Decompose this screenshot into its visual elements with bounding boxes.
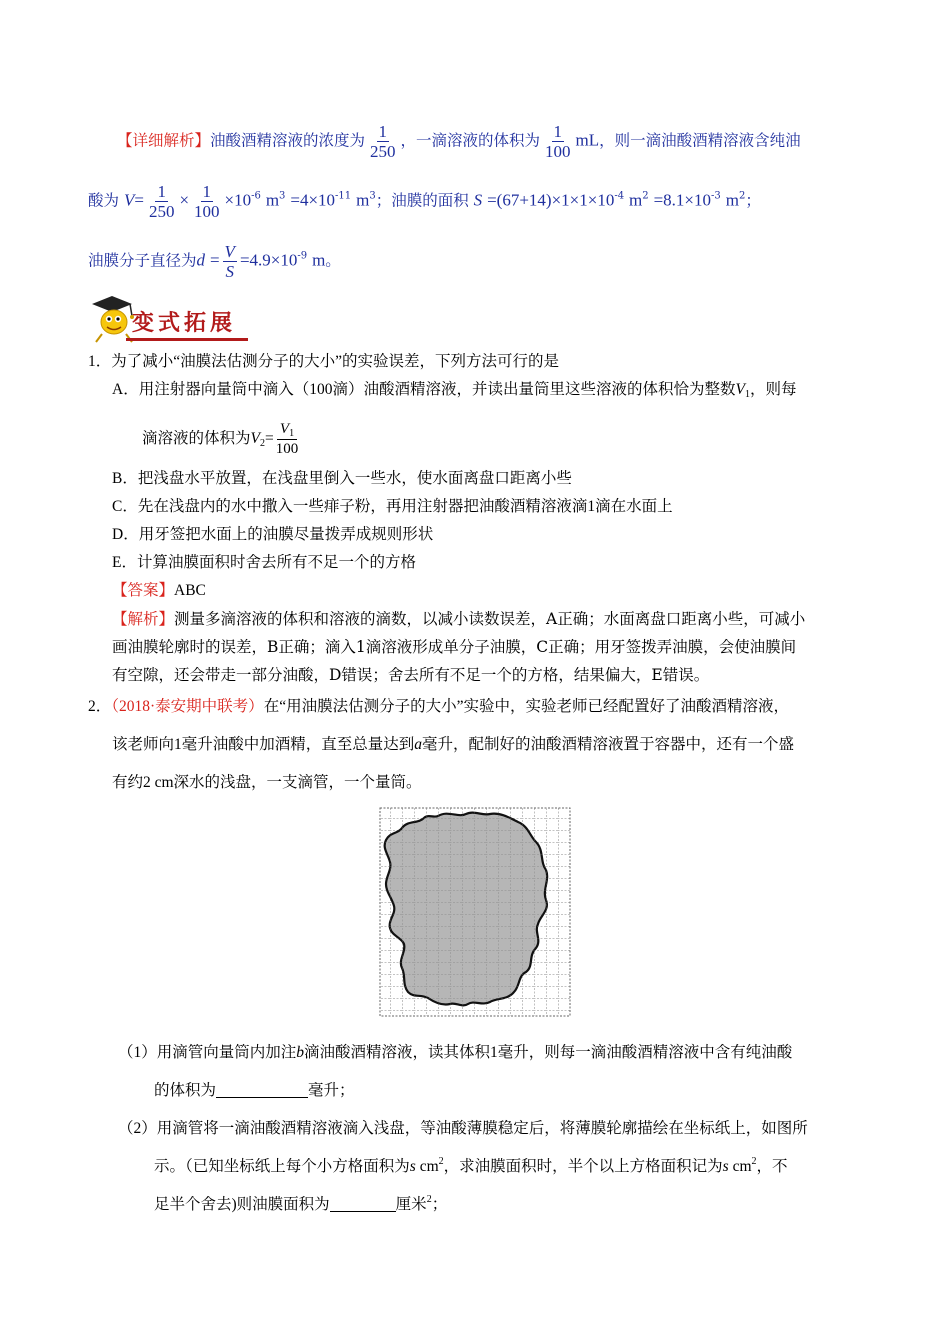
section-title: 变式拓展 bbox=[132, 311, 237, 336]
q1-answer: 【答案】ABC bbox=[112, 582, 206, 599]
q2-stem-3: 有约2 cm深水的浅盘，一支滴管，一个量筒。 bbox=[112, 774, 422, 791]
q2-sub1-line-2: 的体积为 毫升； bbox=[154, 1082, 355, 1099]
answer-blank-2[interactable] bbox=[330, 1195, 396, 1212]
oil-film-grid-figure bbox=[378, 806, 572, 1018]
analysis-line-2: 酸为 V= $\frac{1}{250}$ × $\frac{1}{100}$ $\times 10^{-6}$ $m^3 =4\times 10^{-11}$ $m^3$；油膜的面积 $S =(67+14)\times 1\times 1\times 10^{-4}$ $m^2 =8.1\times 10^{-3}$ $m^2$； bbox=[88, 182, 761, 221]
q1-stem: 1．为了减小“油膜法估测分子的大小”的实验误差，下列方法可行的是 bbox=[88, 353, 560, 370]
analysis-line-3: 油膜分子直径为d = $\frac{V}{S}$ $=4.9\times 10^{-9}$ m。 bbox=[88, 242, 341, 281]
q1-option-e: E．计算油膜面积时舍去所有不足一个的方格 bbox=[112, 554, 416, 571]
q2-sub2-line-1: （2）用滴管将一滴油酸酒精溶液滴入浅盘，等油酸薄膜稳定后，将薄膜轮廓描绘在坐标纸上，如图所 bbox=[118, 1120, 808, 1137]
q1-explanation-2: 画油膜轮廓时的误差，B正确；滴入1滴溶液形成单分子油膜，C正确；用牙签拨弄油膜，会使油膜间 bbox=[112, 638, 797, 656]
q1-option-d: D．用牙签把水面上的油膜尽量拨弄成规则形状 bbox=[112, 526, 434, 543]
q1-option-c: C．先在浅盘内的水中撒入一些痱子粉，再用注射器把油酸酒精溶液滴1滴在水面上 bbox=[112, 498, 673, 515]
q1-option-a-cont: 滴溶液的体积为$V_2=$ $\frac{V_1}{100}$ bbox=[142, 421, 299, 457]
q1-explanation-1: 【解析】测量多滴溶液的体积和溶液的滴数，以减小读数误差，A正确；水面离盘口距离小些，可减小 bbox=[112, 610, 806, 628]
q2-sub2-line-2: 示。（已知坐标纸上每个小方格面积为s $cm^2$，求油膜面积时，半个以上方格面积记为s $cm^2$，不 bbox=[154, 1156, 788, 1175]
section-header bbox=[86, 290, 256, 346]
section-underline bbox=[126, 338, 248, 341]
analysis-tag: 【详细解析】 bbox=[117, 131, 211, 150]
q2-sub2-line-3: 足半个舍去)则油膜面积为 厘米$^2$； bbox=[154, 1194, 448, 1213]
q1-option-a: A．用注射器向量筒中滴入（100滴）油酸酒精溶液，并读出量筒里这些溶液的体积恰为整数$V_1$，则每 bbox=[112, 381, 797, 400]
analysis-line-1: 【详细解析】油酸酒精溶液的浓度为 $\frac{1}{250}$ ，一滴溶液的体积为 $\frac{1}{100}$ mL，则一滴油酸酒精溶液含纯油 bbox=[117, 122, 801, 161]
q1-option-b: B．把浅盘水平放置，在浅盘里倒入一些水，使水面离盘口距离小些 bbox=[112, 470, 572, 487]
q2-stem-2: 该老师向1毫升油酸中加酒精，直至总量达到a毫升，配制好的油酸酒精溶液置于容器中，还有一个盛 bbox=[112, 736, 795, 753]
answer-blank-1[interactable] bbox=[216, 1081, 308, 1098]
q2-sub1-line-1: （1）用滴管向量筒内加注b滴油酸酒精溶液，读其体积1毫升，则每一滴油酸酒精溶液中含有纯油酸 bbox=[118, 1044, 793, 1061]
q2-stem-1: 2．（2018·泰安期中联考）在“用油膜法估测分子的大小”实验中，实验老师已经配置好了油酸酒精溶液， bbox=[88, 698, 789, 715]
q1-explanation-3: 有空隙，还会带走一部分油酸，D错误；舍去所有不足一个的方格，结果偏大，E错误。 bbox=[112, 666, 710, 684]
